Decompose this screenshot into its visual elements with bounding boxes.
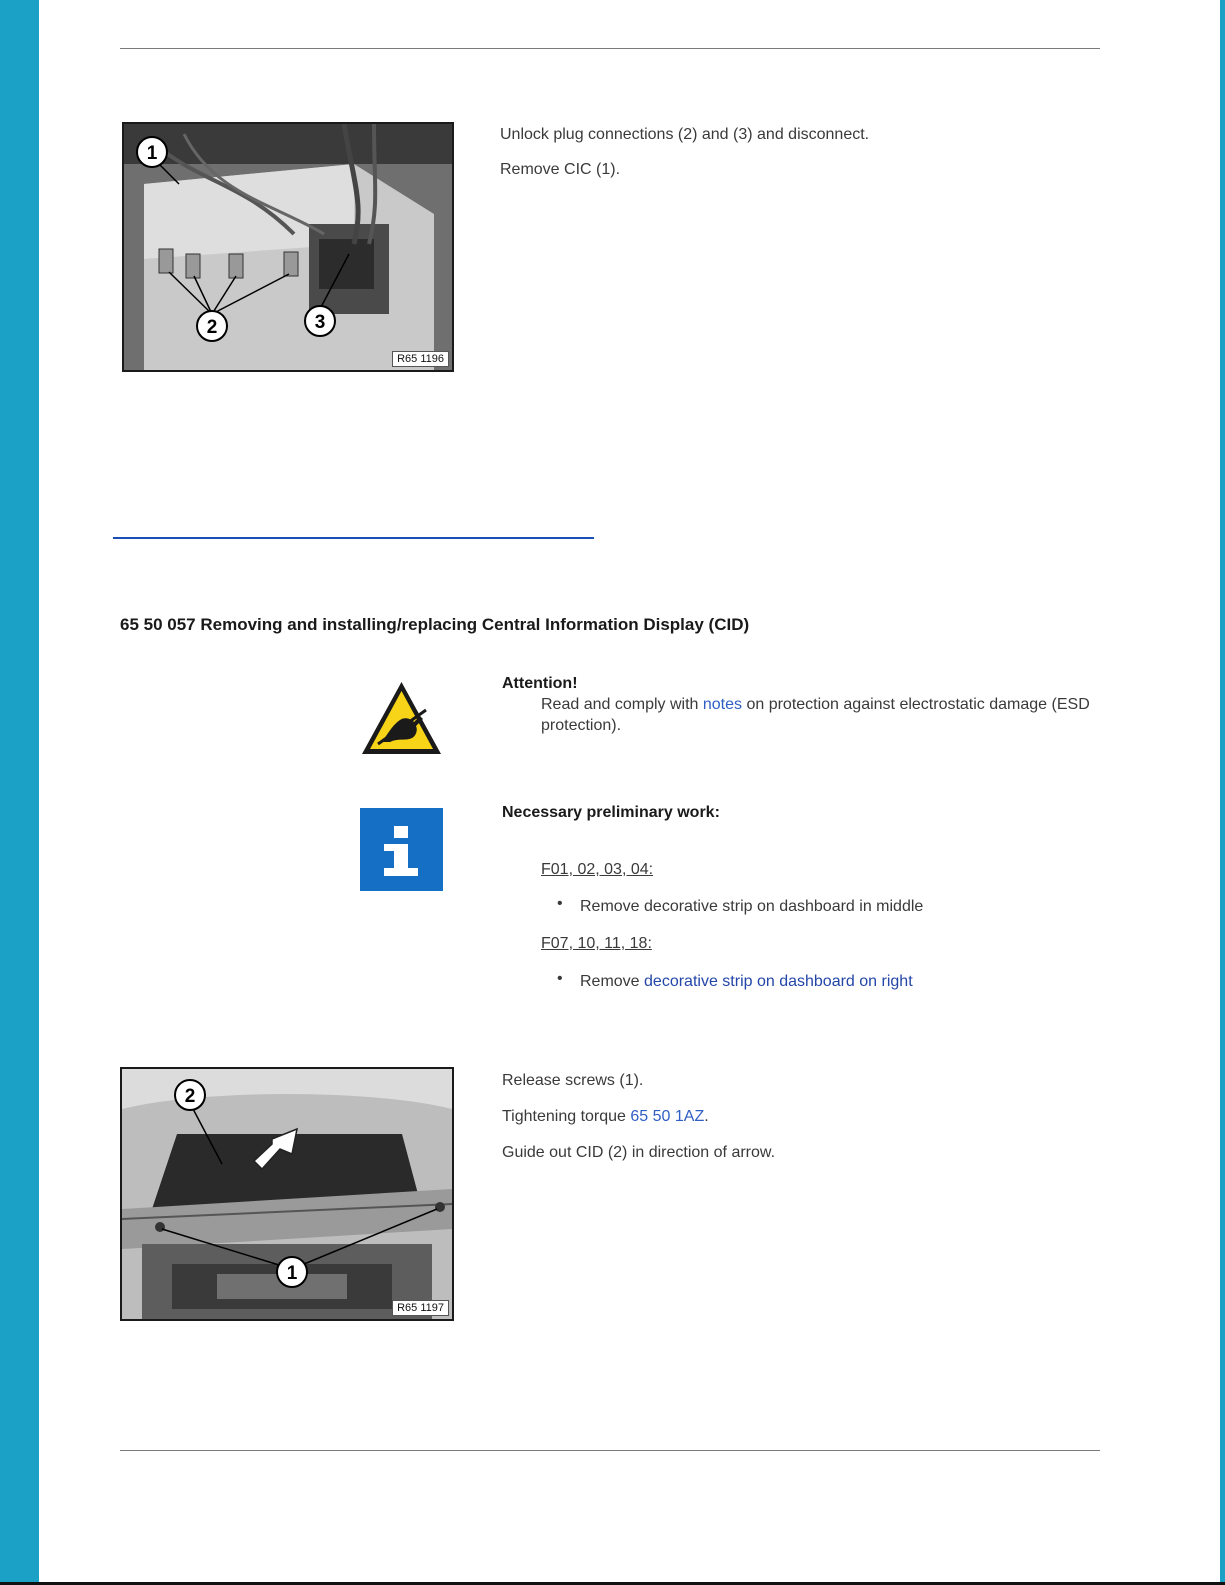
callout-1: 1 bbox=[146, 143, 158, 164]
step-remove-cic: Remove CIC (1). bbox=[500, 161, 621, 178]
top-divider bbox=[120, 48, 1100, 49]
callout-1: 1 bbox=[286, 1263, 298, 1284]
right-strip-link[interactable]: decorative strip on dashboard on right bbox=[644, 973, 913, 990]
callout-2: 2 bbox=[206, 317, 218, 338]
prelim-item-right-strip: Remove decorative strip on dashboard on right bbox=[580, 973, 913, 990]
step-guide-out-cid: Guide out CID (2) in direction of arrow. bbox=[502, 1144, 776, 1161]
figure-ref: R65 1197 bbox=[392, 1300, 449, 1316]
cic-removal-photo bbox=[122, 122, 454, 372]
step-release-screws: Release screws (1). bbox=[502, 1072, 644, 1089]
bottom-divider bbox=[120, 1450, 1100, 1451]
attention-heading: Attention! bbox=[502, 675, 578, 692]
callout-2: 2 bbox=[184, 1086, 196, 1107]
right-accent-bar bbox=[1220, 0, 1225, 1585]
preliminary-heading: Necessary preliminary work: bbox=[502, 804, 720, 821]
cid-removal-photo bbox=[120, 1067, 454, 1321]
section-divider bbox=[113, 537, 594, 539]
left-accent-bar bbox=[0, 0, 39, 1585]
prelim-item-middle-strip: Remove decorative strip on dashboard in middle bbox=[580, 898, 924, 915]
bullet: • bbox=[557, 895, 563, 912]
figure-ref: R65 1196 bbox=[392, 351, 449, 367]
esd-warning-icon bbox=[360, 680, 443, 756]
attention-text-line1: Read and comply with notes on protection against electrostatic damage (ESD bbox=[541, 696, 1090, 713]
step-unlock-plugs: Unlock plug connections (2) and (3) and disconnect. bbox=[500, 126, 870, 143]
torque-spec-link[interactable]: 65 50 1AZ bbox=[630, 1108, 705, 1125]
callout-3: 3 bbox=[314, 312, 326, 333]
procedure-title: 65 50 057 Removing and installing/replacing Central Information Display (CID) bbox=[120, 615, 750, 634]
info-icon bbox=[360, 808, 443, 891]
step-tightening-torque: Tightening torque 65 50 1AZ. bbox=[502, 1108, 709, 1125]
esd-notes-link[interactable]: notes bbox=[702, 696, 742, 713]
bullet: • bbox=[557, 970, 563, 987]
attention-text-line2: protection). bbox=[541, 717, 622, 734]
model-group-f07: F07, 10, 11, 18: bbox=[541, 935, 652, 952]
model-group-f01: F01, 02, 03, 04: bbox=[541, 861, 654, 878]
